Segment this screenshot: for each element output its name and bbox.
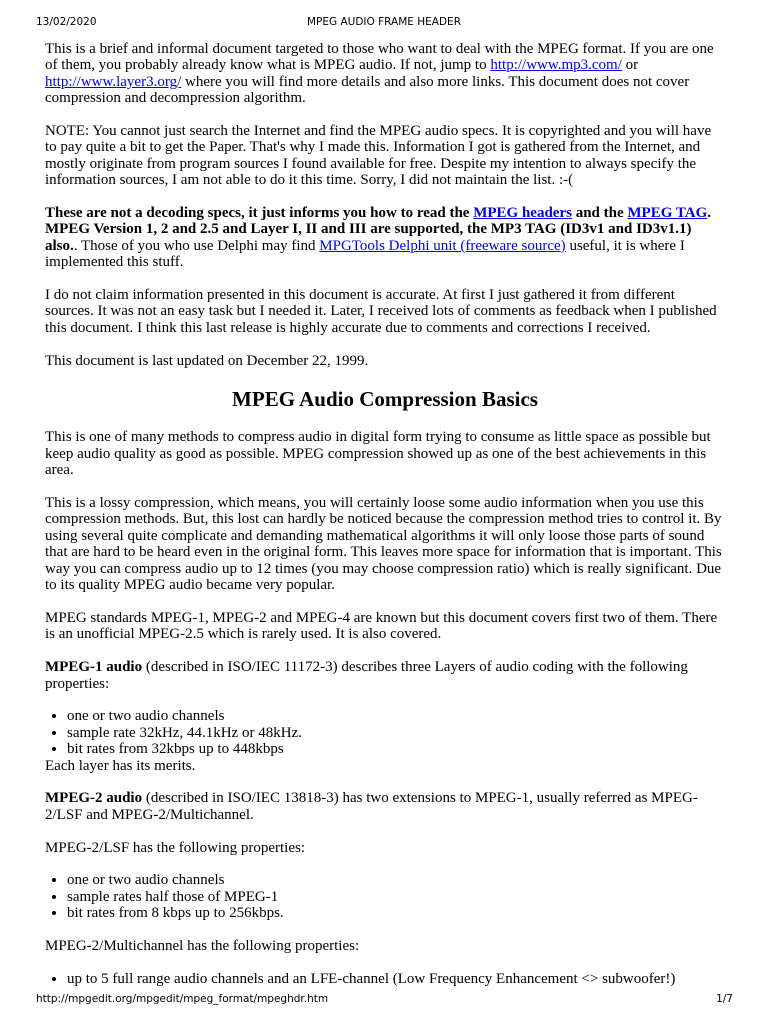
- print-footer: [0, 993, 768, 1007]
- specs-bold-1: These are not a decoding specs, it just informs you how to read the: [45, 205, 474, 222]
- specs-text-1: . Those of you who use Delphi may find: [73, 237, 320, 254]
- specs-bold-3: . MPEG Version 1, 2 and 2.5 and Layer I, II and III are supported, the MP3 TAG (ID3v1 and ID3v1.1) also.: [45, 205, 712, 254]
- lsf-intro: MPEG-2/LSF has the following properties:: [45, 839, 305, 856]
- section-heading: MPEG Audio Compression Basics: [232, 387, 538, 412]
- intro-text-2: or: [621, 57, 639, 74]
- specs-text-2: useful, it is where I implemented this stuff.: [45, 237, 685, 271]
- page-number: 1/7: [716, 993, 733, 1005]
- intro-text-3: where you will find more details and also more links. This document does not cover compression and decompression algorithm.: [45, 73, 690, 107]
- mpeg1-paragraph: [45, 659, 725, 692]
- mp3-link[interactable]: http://www.mp3.com/: [490, 57, 622, 74]
- mpeg2-paragraph: [45, 790, 725, 823]
- multichannel-intro: MPEG-2/Multichannel has the following properties:: [45, 937, 360, 954]
- intro-text-1: This is a brief and informal document targeted to those who want to deal with the MPEG format. If you are one of them, you probably already know what is MPEG audio. If not, jump to: [45, 41, 714, 74]
- list-item: • sample rates half those of MPEG-1: [67, 889, 725, 905]
- mpeg1-text: (described in ISO/IEC 11172-3) describes three Layers of audio coding with the following properties:: [45, 659, 688, 692]
- claim-paragraph: I do not claim information presented in this document is accurate. At first I just gathered it from different sources. It was not an easy task but I needed it. Later, I received lots of comments as feedback when I published this document. I think this last release is highly accurate due to comments and corrections I received.: [45, 287, 717, 336]
- lsf-list: [45, 872, 725, 921]
- mpeg-tag-link[interactable]: MPEG TAG: [627, 205, 708, 222]
- mpeg2-text: (described in ISO/IEC 13818-3) has two extensions to MPEG-1, usually referred as MPEG-2/LSF and MPEG-2/Multichannel.: [45, 790, 698, 823]
- basics-paragraph-2: This is a lossy compression, which means, you will certainly loose some audio information when you use this compression methods. But, this lost can hardly be noticed because the compression method tries to control it. By using several quite complicate and demanding mathematical algorithms it will only loose those parts of sound that are hard to be heard even in the original form. This leaves more space for information that is important. This way you can compress audio up to 12 times (you may choose compression ratio) which is really significant. Due to its quality MPEG audio became very popular.: [45, 495, 722, 594]
- list-item: • sample rate 32kHz, 44.1kHz or 48kHz.: [67, 725, 725, 741]
- list-item: • bit rates from 8 kbps up to 256kbps.: [67, 905, 725, 921]
- mpeg1-bold: MPEG-1 audio: [45, 659, 143, 676]
- mpeg-headers-link[interactable]: MPEG headers: [473, 205, 572, 222]
- list-item: • one or two audio channels: [67, 872, 725, 888]
- intro-paragraph: [45, 41, 725, 107]
- updated-paragraph: This document is last updated on December 22, 1999.: [45, 352, 369, 369]
- specs-paragraph: [45, 205, 725, 271]
- note-paragraph: NOTE: You cannot just search the Internet and find the MPEG audio specs. It is copyrighted and you will have to pay quite a bit to get the Paper. That's why I made this. Information I got is gathered from the Internet, and mostly originate from program sources I found available for free. Despite my intention to always specify the information sources, I am not able to do it this time. Sorry, I did not maintain the list. :-(: [45, 123, 712, 189]
- specs-bold-2: and the: [571, 205, 628, 222]
- footer-url: http://mpgedit.org/mpgedit/mpeg_format/mpeghdr.htm: [36, 993, 329, 1005]
- layer3-link[interactable]: http://www.layer3.org/: [45, 73, 182, 90]
- list-item: • up to 5 full range audio channels and an LFE-channel (Low Frequency Enhancement <> subwoofer!): [67, 971, 725, 987]
- print-title: MPEG AUDIO FRAME HEADER: [306, 16, 461, 28]
- mpeg1-list: [45, 708, 725, 757]
- document-body: [45, 41, 725, 987]
- list-item: • bit rates from 32kbps up to 448kbps: [67, 741, 725, 757]
- mpeg1-after: Each layer has its merits.: [45, 757, 196, 774]
- mpeg2-bold: MPEG-2 audio: [45, 790, 143, 807]
- list-item: • one or two audio channels: [67, 708, 725, 724]
- multichannel-list: [45, 971, 725, 987]
- print-date: 13/02/2020: [36, 16, 97, 28]
- basics-paragraph-1: This is one of many methods to compress audio in digital form trying to consume as little space as possible but keep audio quality as good as possible. MPEG compression showed up as one of the best achievements in this area.: [45, 429, 711, 479]
- print-header: [0, 16, 768, 30]
- standards-paragraph: MPEG standards MPEG-1, MPEG-2 and MPEG-4 are known but this document covers first two of them. There is an unofficial MPEG-2.5 which is rarely used. It is also covered.: [45, 609, 718, 643]
- mpgtools-link[interactable]: MPGTools Delphi unit (freeware source): [319, 237, 566, 254]
